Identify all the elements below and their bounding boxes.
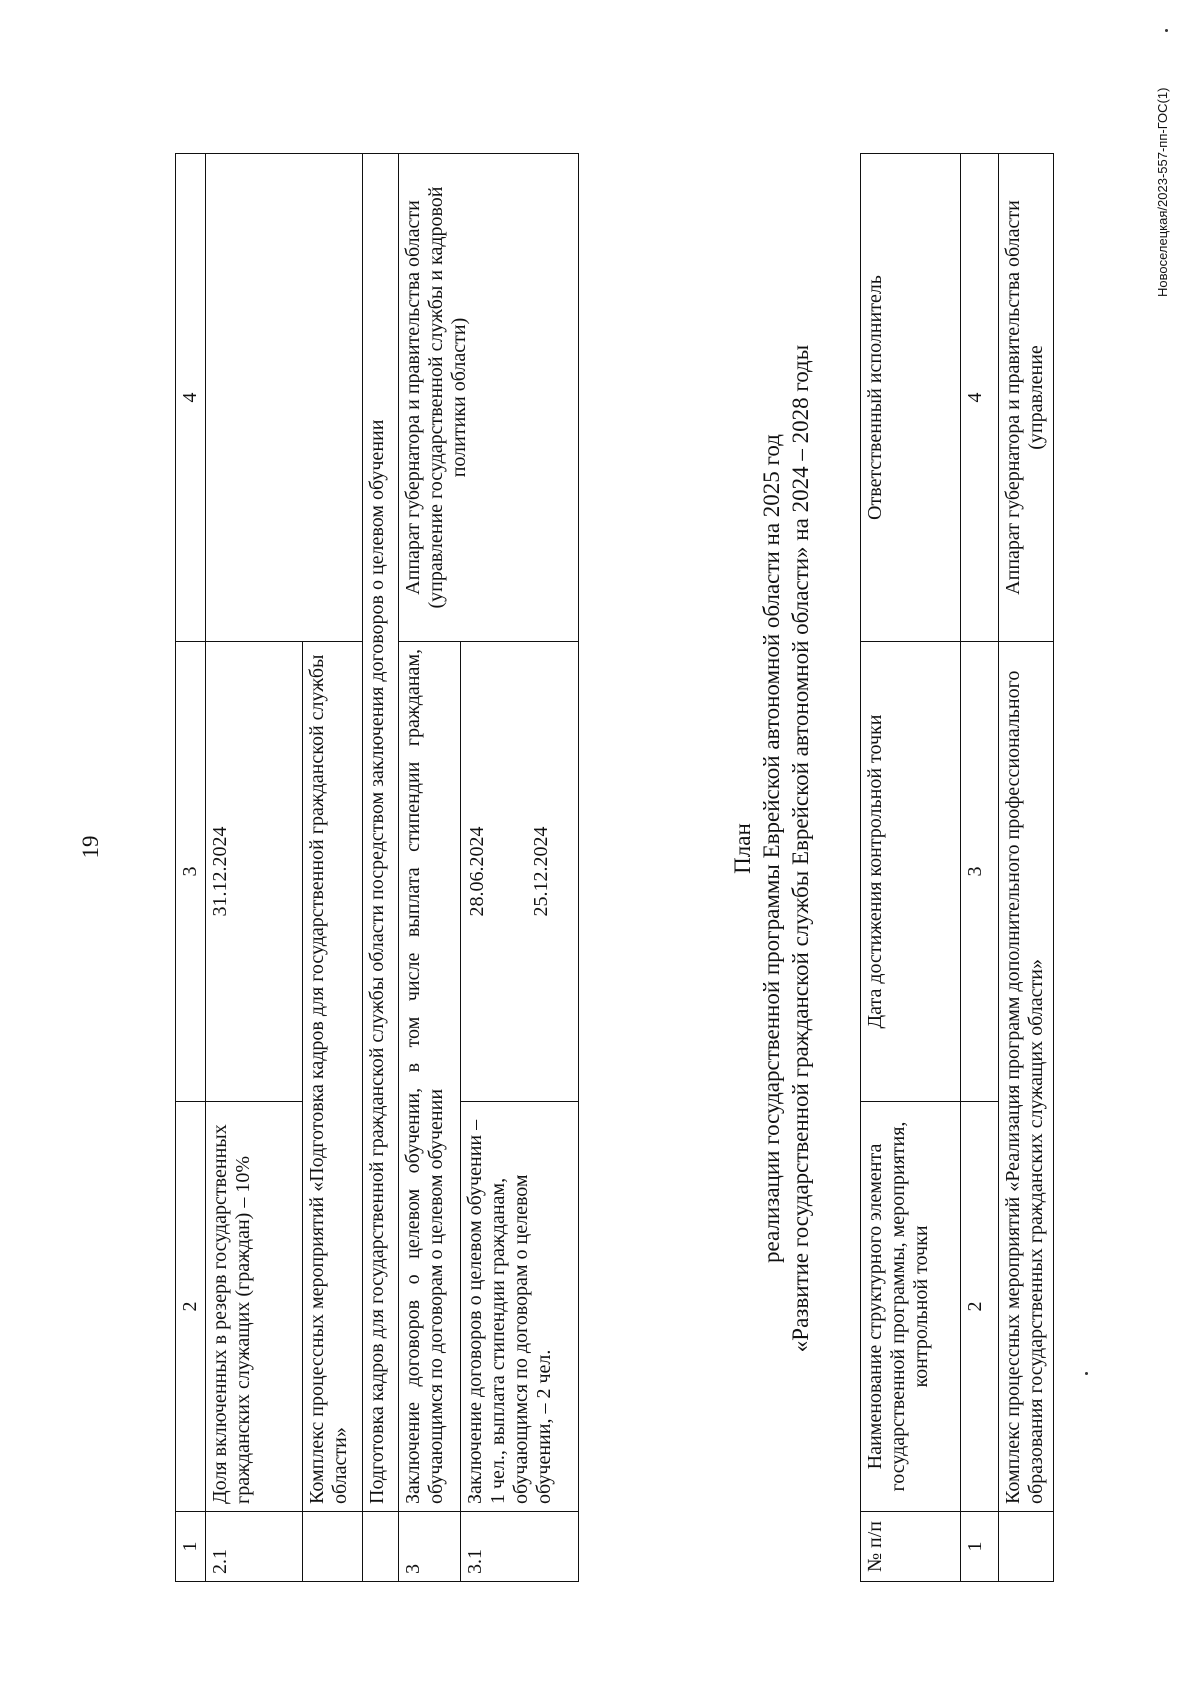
- control-points-table: [175, 153, 579, 1582]
- row-executor: Аппарат губернатора и правительства области (управление государственной службы и кадровой политики области): [399, 154, 579, 642]
- row-name: Заключение договоров о целевом обучении – 1 чел., выплата стипендии гражданам, обучающимся по договорам о целевом обучении, – 2 чел.: [461, 1102, 579, 1512]
- table-header-row: [861, 154, 961, 1582]
- header-executor: Ответственный исполнитель: [861, 154, 961, 642]
- date-1: 28.06.2024: [466, 826, 488, 917]
- plan-title: [728, 0, 815, 1697]
- date-2: 25.12.2024: [530, 826, 552, 917]
- col-number: 2: [176, 1102, 206, 1512]
- row-date: 31.12.2024: [206, 642, 303, 1102]
- table-row: [999, 154, 1054, 1582]
- plan-title-line: «Развитие государственной гражданской службы Еврейской автономной области» на 2024 – 2028 годы: [788, 344, 813, 1353]
- row-number: 3: [399, 1512, 461, 1582]
- plan-table: [860, 153, 1054, 1582]
- col-number: 3: [176, 642, 206, 1102]
- col-number: 4: [961, 154, 999, 642]
- table-numbers-row: [961, 154, 999, 1582]
- row-number: 2.1: [206, 1512, 303, 1582]
- row-executor: Аппарат губернатора и правительства области (управление: [999, 154, 1054, 642]
- row-name: Заключение договоров о целевом обучении, в том числе выплата стипендии гражданам, обучающимся по договорам о целевом обучении: [399, 642, 461, 1512]
- complex-title: Комплекс процессных мероприятий «Подготовка кадров для государственной гражданской службы области»: [303, 642, 363, 1512]
- table-row: [363, 154, 399, 1582]
- row-executor: [206, 154, 363, 642]
- page-number: 19: [78, 835, 103, 859]
- col-number: 1: [961, 1512, 999, 1582]
- table-row: [399, 154, 461, 1582]
- plan-title-line: План: [730, 823, 755, 874]
- table-row: [206, 154, 303, 1582]
- col-number: 2: [961, 1102, 999, 1512]
- row-dates: [461, 642, 579, 1102]
- col-number: 1: [176, 1512, 206, 1582]
- header-number: № п/п: [861, 1512, 961, 1582]
- row-name: Доля включенных в резерв государственных гражданских служащих (граждан) – 10%: [206, 1102, 303, 1512]
- plan-title-line: реализации государственной программы Еврейской автономной области на 2025 год: [759, 434, 784, 1263]
- header-date: Дата достижения контрольной точки: [861, 642, 961, 1102]
- complex-title: Комплекс процессных мероприятий «Реализация программ дополнительного профессионального образования государственных гражданских служащих области»: [999, 642, 1054, 1512]
- header-name: Наименование структурного элемента государственной программы, мероприятия, контрольной точки: [861, 1102, 961, 1512]
- scan-speck: [1165, 29, 1168, 32]
- footer-code: Новоселецкая/2023-557-пп-ГОС(1): [1155, 87, 1170, 297]
- section-title: Подготовка кадров для государственной гражданской службы области посредством заключения договоров о целевом обучении: [363, 154, 399, 1512]
- row-number: 3.1: [461, 1512, 579, 1582]
- col-number: 4: [176, 154, 206, 642]
- table-header-row: [176, 154, 206, 1582]
- scan-speck: [1085, 1372, 1088, 1375]
- col-number: 3: [961, 642, 999, 1102]
